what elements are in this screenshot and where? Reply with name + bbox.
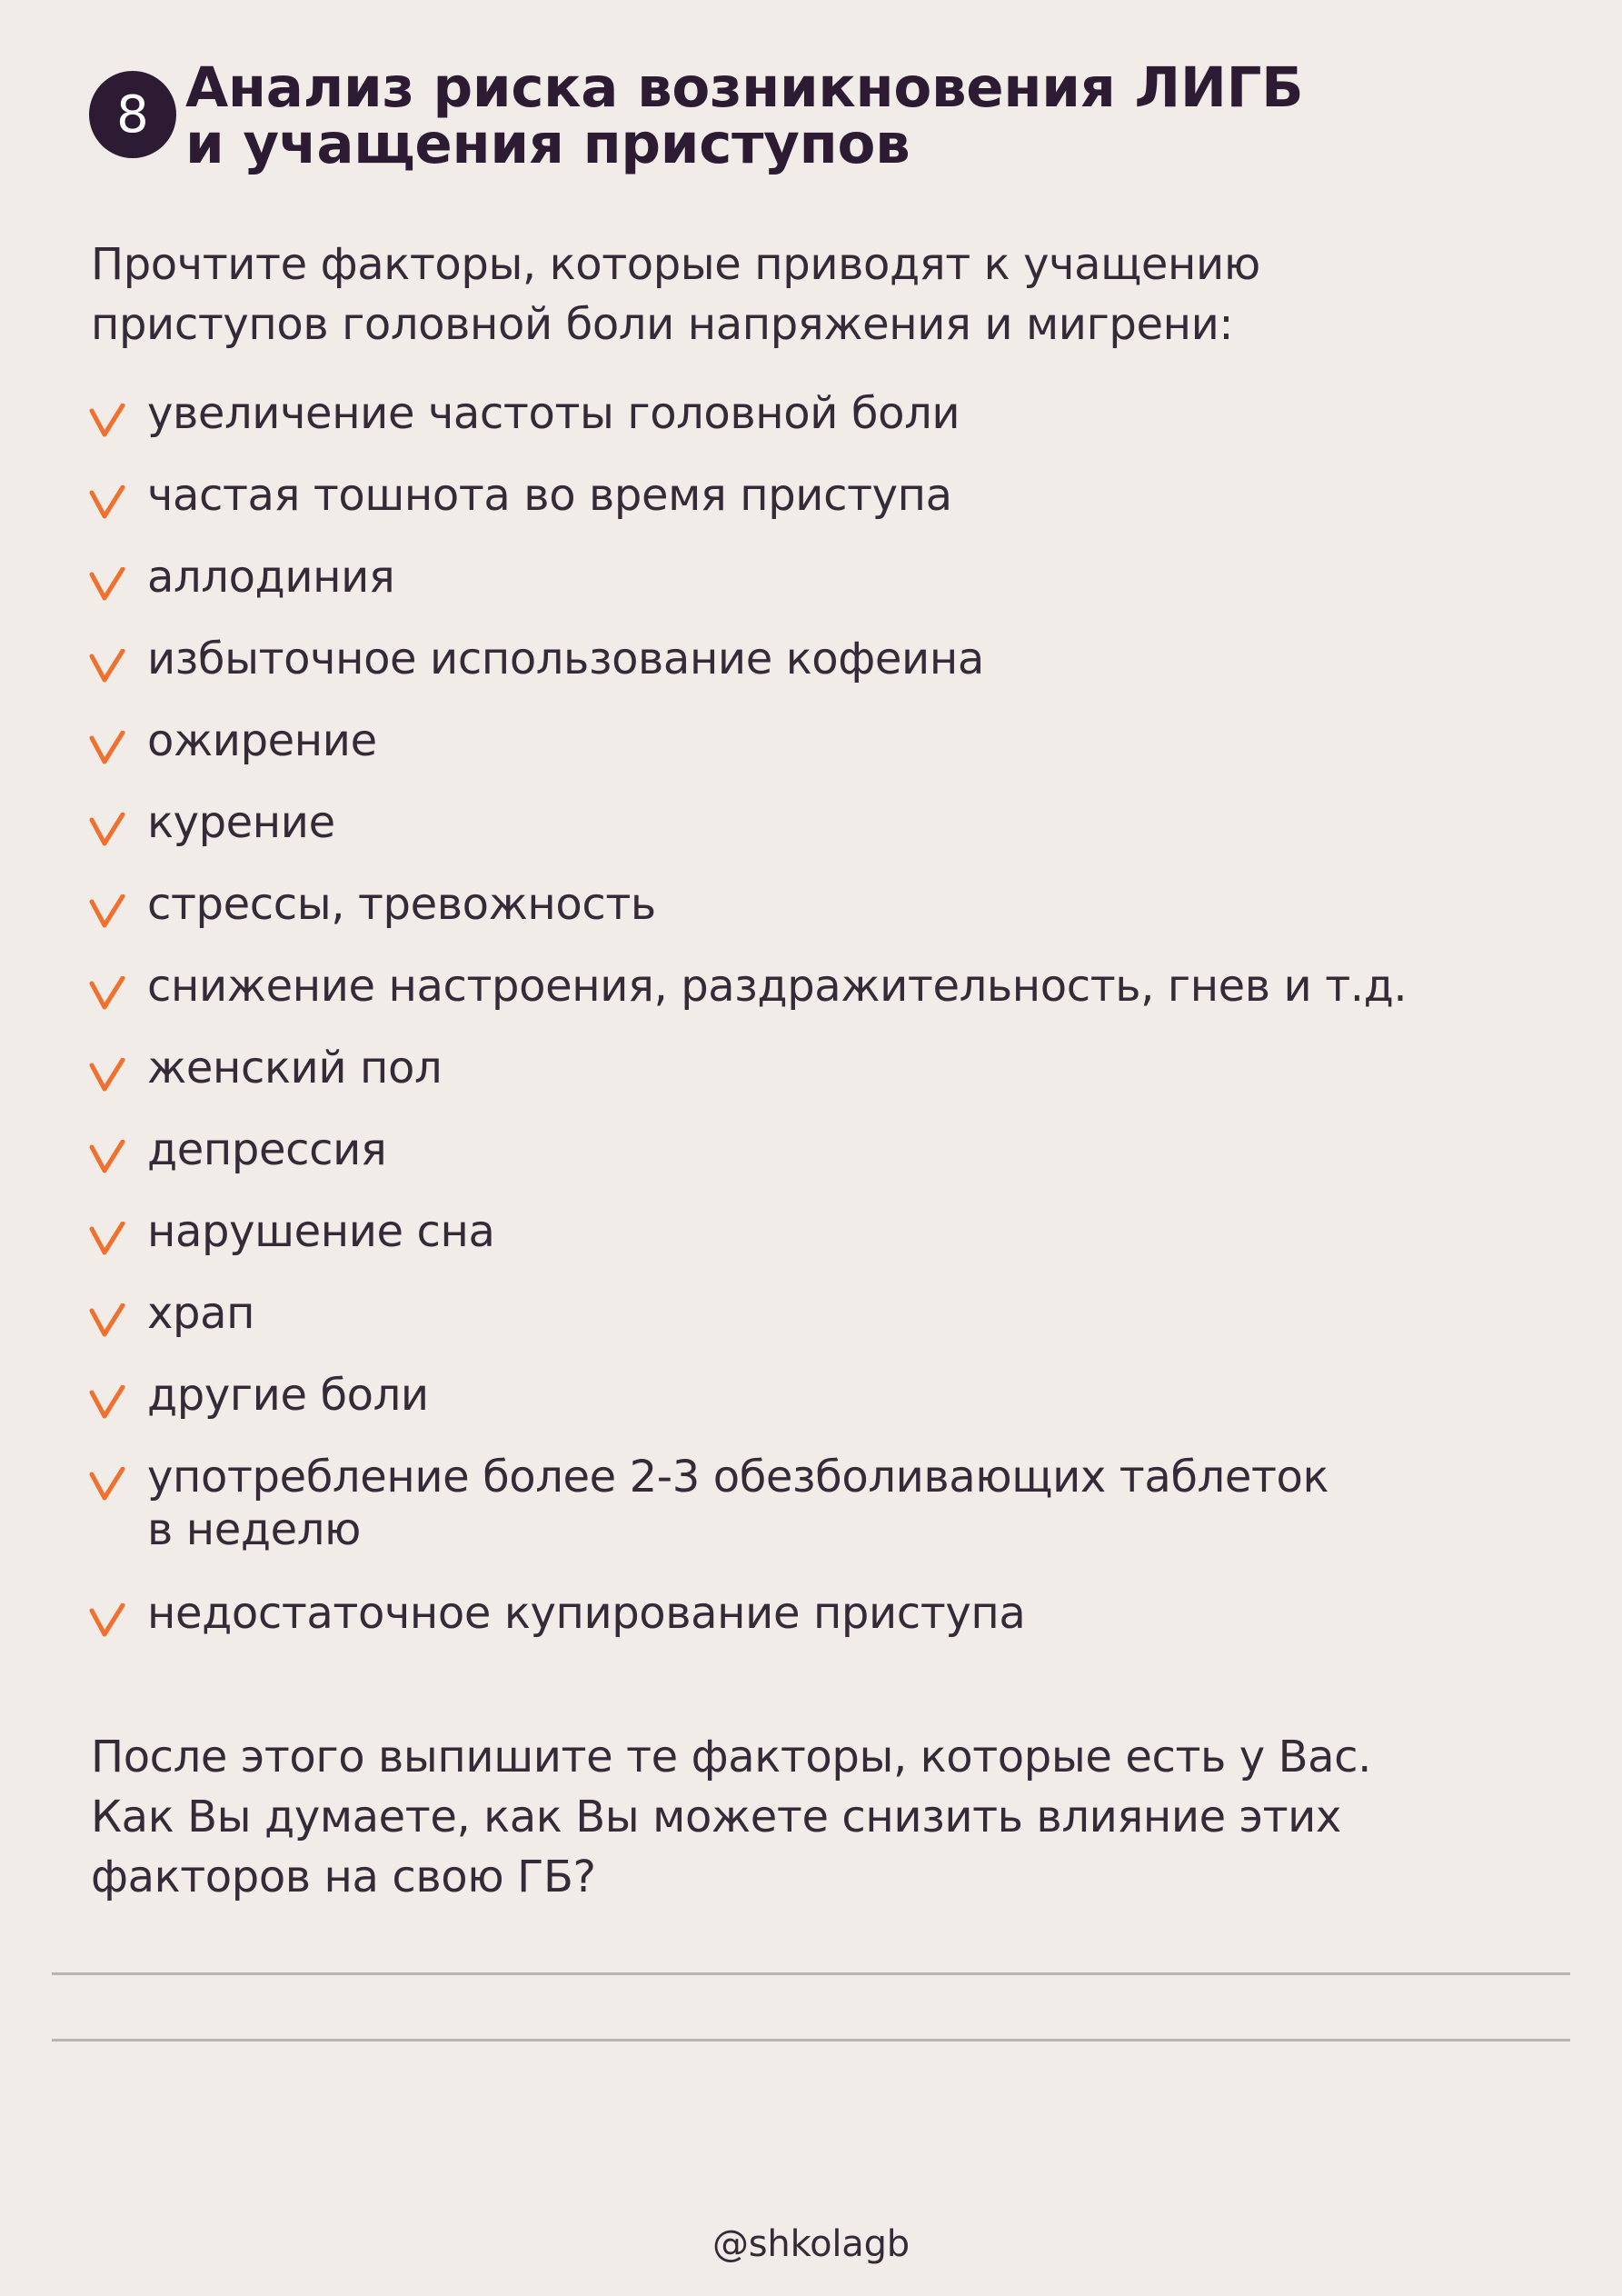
checkmark-icon (89, 1303, 125, 1340)
factor-line: ожирение (147, 715, 377, 766)
checkmark-icon (89, 485, 125, 522)
factor-line: стрессы, тревожность (147, 879, 656, 930)
checkmark-icon (89, 1058, 125, 1094)
intro-line: Прочтите факторы, которые приводят к учащению (91, 239, 1260, 290)
factor-line: депрессия (147, 1124, 387, 1175)
factor-line: частая тошнота во время приступа (147, 470, 952, 521)
factor-line: избыточное использование кофеина (147, 634, 984, 684)
factor-line: увеличение частоты головной боли (147, 388, 960, 439)
factor-line: другие боли (147, 1370, 429, 1421)
answer-line (52, 2039, 1570, 2041)
page-title (185, 55, 1304, 176)
checkmark-icon (89, 894, 125, 931)
section-number-badge: 8 (89, 71, 176, 158)
answer-line (52, 1972, 1570, 1975)
checkmark-icon (89, 1603, 125, 1640)
checkmark-icon (89, 731, 125, 767)
factor-line: храп (147, 1288, 255, 1339)
factor-text (147, 1369, 429, 1422)
factor-line: недостаточное купирование приступа (147, 1588, 1026, 1639)
factor-text (147, 1287, 254, 1340)
intro-text (91, 235, 1260, 354)
checkmark-icon (89, 1140, 125, 1176)
checkmark-icon (89, 1222, 125, 1258)
factor-line: снижение настроения, раздражительность, гнев и т.д. (147, 961, 1408, 1012)
outro-line: После этого выпишите те факторы, которые есть у Вас. (91, 1732, 1372, 1782)
factor-text (147, 1123, 386, 1176)
checkmark-icon (89, 1467, 125, 1503)
factor-text (147, 1587, 1025, 1640)
factor-text (147, 469, 952, 522)
factor-text (147, 960, 1407, 1013)
outro-text (91, 1727, 1371, 1907)
title-line: Анализ риска возникновения ЛИГБ (185, 55, 1304, 120)
factor-text (147, 387, 960, 440)
checkmark-icon (89, 813, 125, 849)
outro-line: факторов на свою ГБ? (91, 1852, 596, 1902)
factor-line: в неделю (147, 1504, 362, 1555)
factor-text (147, 551, 394, 604)
factor-text (147, 878, 656, 931)
factor-text (147, 714, 377, 767)
factor-line: женский пол (147, 1043, 443, 1093)
factor-text (147, 1451, 1328, 1556)
factor-line: нарушение сна (147, 1206, 495, 1257)
checkmark-icon (89, 649, 125, 685)
footer-handle: @shkolagb (711, 2223, 910, 2265)
factor-line: аллодиния (147, 552, 395, 603)
factor-text (147, 633, 984, 685)
checkmark-icon (89, 976, 125, 1013)
outro-line: Как Вы думаете, как Вы можете снизить влияние этих (91, 1792, 1341, 1842)
factor-text (147, 1205, 494, 1258)
factor-text (147, 796, 335, 849)
checkmark-icon (89, 404, 125, 440)
checkmark-icon (89, 567, 125, 604)
title-line: и учащения приступов (185, 112, 911, 176)
checkmark-icon (89, 1385, 125, 1422)
factor-line: употребление более 2-3 обезболивающих таблеток (147, 1452, 1329, 1502)
factor-line: курение (147, 797, 335, 848)
factor-text (147, 1042, 442, 1094)
intro-line: приступов головной боли напряжения и мигрени: (91, 299, 1234, 350)
